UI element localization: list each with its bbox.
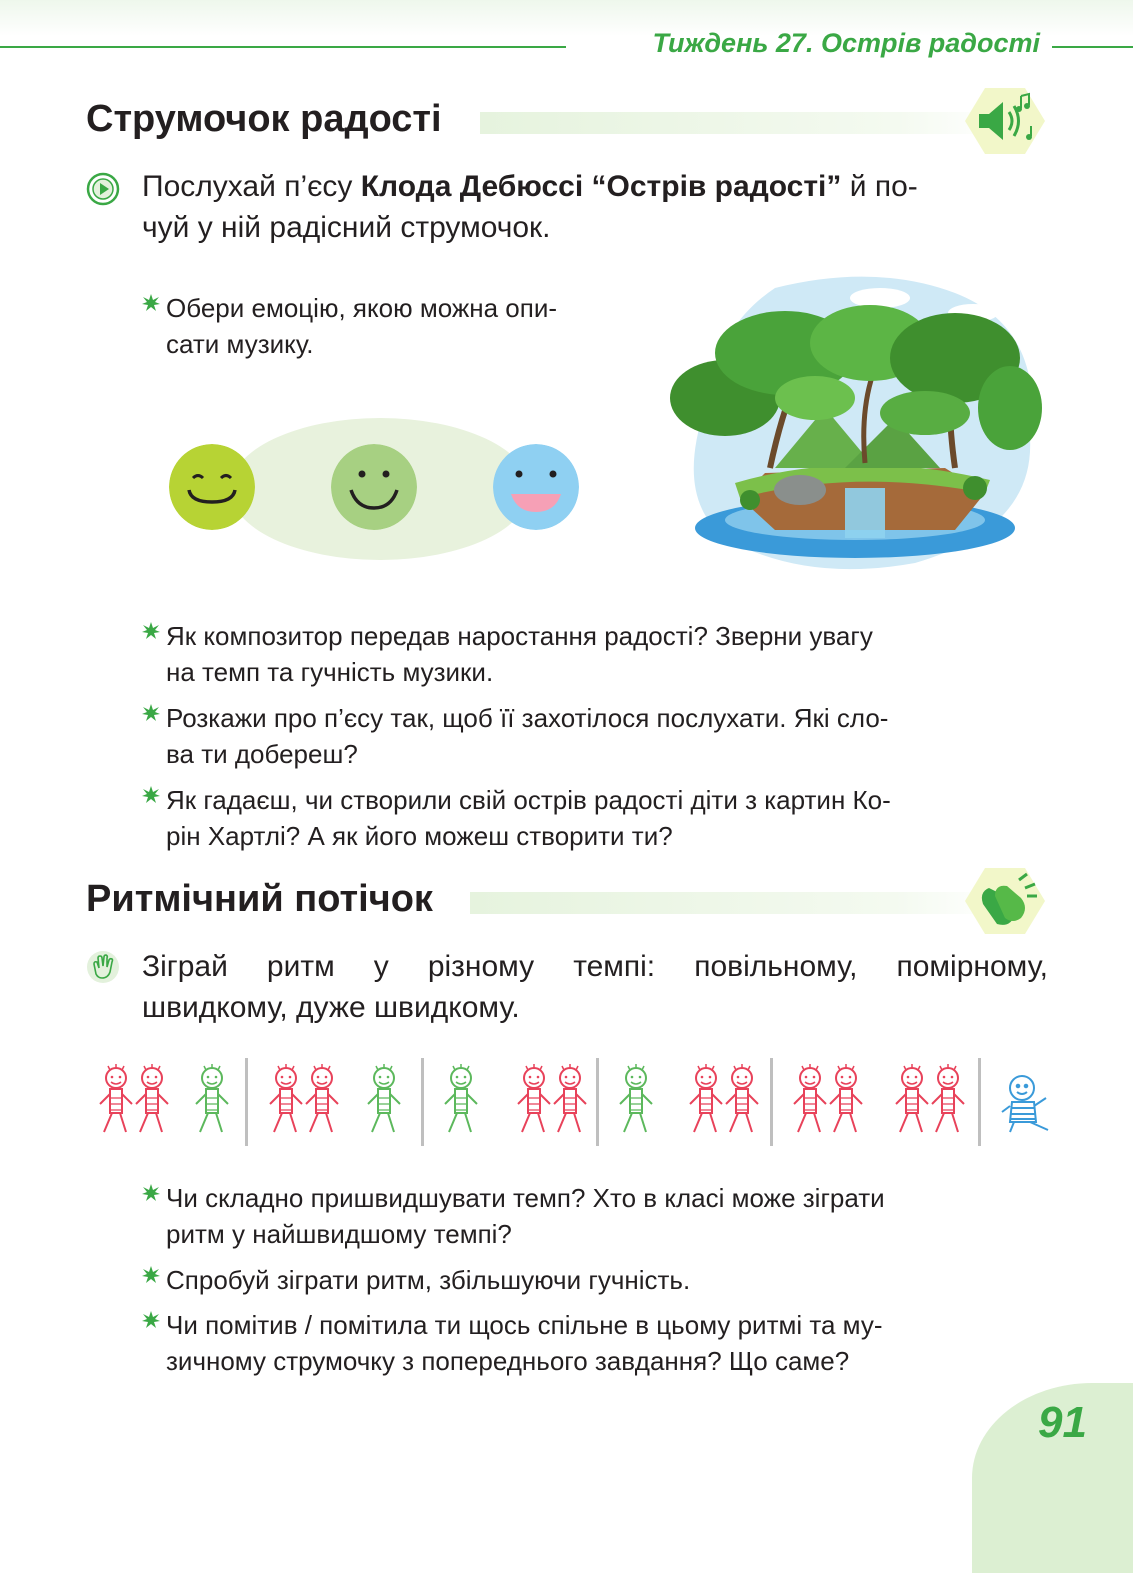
bullet-common-features bbox=[166, 1307, 882, 1379]
green-single-figure bbox=[441, 1064, 481, 1140]
star-bullet-icon bbox=[142, 704, 160, 722]
hand-icon bbox=[86, 950, 120, 984]
bullet-speed-up-tempo bbox=[166, 1180, 885, 1252]
bullet-choose-emotion bbox=[166, 290, 557, 362]
bullet-line: Чи помітив / помітила ти щось спільне в цьому ритмі та му- bbox=[166, 1310, 883, 1340]
happy-face-icon[interactable] bbox=[493, 444, 579, 530]
bar-divider bbox=[245, 1058, 248, 1146]
star-bullet-icon bbox=[142, 1311, 160, 1329]
bullet-line: Як композитор передав наростання радості? Зверни увагу bbox=[166, 621, 873, 651]
rhythm-task bbox=[142, 946, 1048, 1028]
bullet-line: ва ти добереш? bbox=[166, 739, 358, 769]
bullet-line: Спробуй зіграти ритм, збільшуючи гучність. bbox=[166, 1265, 691, 1295]
star-bullet-icon bbox=[142, 622, 160, 640]
header-rule-right bbox=[1052, 46, 1133, 48]
listen-task-line-1 bbox=[142, 166, 1048, 207]
bullet-tell-about-piece bbox=[166, 700, 888, 772]
bar-divider bbox=[596, 1058, 599, 1146]
task-word: ритм bbox=[266, 950, 335, 983]
green-single-figure bbox=[364, 1064, 404, 1140]
listen-speaker-icon bbox=[965, 86, 1045, 156]
bullet-line: Чи складно пришвидшувати темп? Хто в класі може зіграти bbox=[166, 1183, 885, 1213]
bullet-increase-volume bbox=[166, 1262, 690, 1298]
star-bullet-icon bbox=[142, 1266, 160, 1284]
star-bullet-icon bbox=[142, 1184, 160, 1202]
section-title-listen: Струмочок радості bbox=[86, 98, 442, 140]
star-bullet-icon bbox=[142, 294, 160, 312]
bullet-line: сати музику. bbox=[166, 329, 314, 359]
clapping-hands-icon bbox=[965, 866, 1045, 936]
listen-task bbox=[142, 166, 1048, 248]
task-word: різному bbox=[427, 950, 535, 983]
week-title: Тиждень 27. Острів радості bbox=[652, 28, 1040, 58]
task-word: повільному, bbox=[694, 950, 858, 983]
rhythm-task-line-2: швидкому, дуже швидкому. bbox=[142, 991, 520, 1024]
green-single-figure bbox=[192, 1064, 232, 1140]
blue-rest-figure bbox=[1000, 1072, 1054, 1138]
star-bullet-icon bbox=[142, 786, 160, 804]
task-word: темпі: bbox=[573, 950, 656, 983]
bullet-line: ритм у найшвидшому темпі? bbox=[166, 1219, 512, 1249]
red-pair-figure bbox=[892, 1064, 972, 1140]
bar-divider bbox=[978, 1058, 981, 1146]
section-title-band bbox=[470, 892, 1000, 914]
bullet-island-of-joy bbox=[166, 782, 891, 854]
listen-task-line-2: чуй у ній радісний струмочок. bbox=[142, 211, 551, 244]
bullet-line: рін Хартлі? А як його можеш створити ти? bbox=[166, 821, 673, 851]
task-text: Послухай п’єсу bbox=[142, 170, 361, 203]
composer-piece-title: Клода Дебюссі “Острів радості” bbox=[360, 170, 842, 203]
task-text: й по- bbox=[841, 170, 918, 203]
bullet-line: Як гадаєш, чи створили свій острів радості діти з картин Ко- bbox=[166, 785, 891, 815]
rhythm-row bbox=[96, 1058, 1056, 1148]
task-word: у bbox=[373, 950, 389, 983]
section-title-rhythm: Ритмічний потічок bbox=[86, 878, 433, 920]
red-pair-figure bbox=[266, 1064, 346, 1140]
bar-divider bbox=[770, 1058, 773, 1146]
content-face-icon[interactable] bbox=[169, 444, 255, 530]
red-pair-figure bbox=[790, 1064, 870, 1140]
bullet-composer-joy bbox=[166, 618, 873, 690]
bullet-line: на темп та гучність музики. bbox=[166, 657, 494, 687]
rhythm-task-line-1 bbox=[142, 946, 1048, 987]
green-single-figure bbox=[616, 1064, 656, 1140]
red-pair-figure bbox=[686, 1064, 766, 1140]
page-number: 91 bbox=[1038, 1398, 1087, 1447]
task-word: помірному, bbox=[896, 950, 1048, 983]
red-pair-figure bbox=[514, 1064, 594, 1140]
bullet-line: Обери емоцію, якою можна опи- bbox=[166, 293, 558, 323]
island-illustration bbox=[655, 268, 1050, 583]
task-word: Зіграй bbox=[142, 950, 228, 983]
bar-divider bbox=[421, 1058, 424, 1146]
red-pair-figure bbox=[96, 1064, 176, 1140]
play-icon bbox=[86, 172, 120, 206]
smiling-face-icon[interactable] bbox=[331, 444, 417, 530]
bullet-line: зичному струмочку з попереднього завдання? Що саме? bbox=[166, 1346, 850, 1376]
header-rule-left bbox=[0, 46, 566, 48]
section-title-band bbox=[480, 112, 1000, 134]
bullet-line: Розкажи про п’єсу так, щоб її захотілося послухати. Які сло- bbox=[166, 703, 889, 733]
